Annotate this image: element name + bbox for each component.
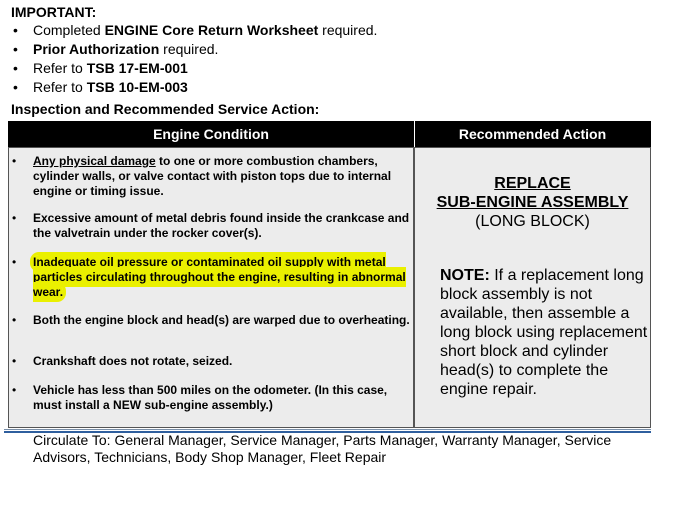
bullet-icon: •	[12, 313, 17, 327]
header-engine-condition: Engine Condition	[153, 126, 269, 142]
section-title: Inspection and Recommended Service Action:	[11, 101, 320, 117]
action-cell	[414, 147, 651, 428]
bullet-icon: •	[12, 354, 17, 368]
bullet-icon: •	[12, 383, 17, 397]
bullet-icon: •	[12, 154, 17, 168]
important-item: • Prior Authorization required.	[13, 41, 219, 57]
important-item: • Completed ENGINE Core Return Worksheet required.	[13, 22, 378, 38]
important-heading: IMPORTANT:	[11, 4, 97, 20]
bullet-icon: •	[13, 41, 18, 57]
important-list	[11, 21, 377, 97]
bullet-icon: •	[13, 79, 18, 95]
table-header-row	[8, 121, 651, 147]
header-recommended-action: Recommended Action	[458, 126, 607, 142]
inspection-table	[8, 121, 651, 428]
replace-label: REPLACE	[494, 175, 571, 192]
important-item: • Refer to TSB 17-EM-001	[13, 60, 188, 76]
circulate-to-text: Circulate To: General Manager, Service Manager, Parts Manager, Warranty Manager, Service Advisors, Technicians, Body Shop Manager, Fleet Repair	[33, 432, 612, 465]
bullet-icon: •	[12, 255, 17, 269]
bullet-icon: •	[13, 22, 18, 38]
divider-line	[4, 429, 651, 430]
bullet-icon: •	[12, 211, 17, 225]
important-item: • Refer to TSB 10-EM-003	[13, 79, 188, 95]
action-note: NOTE: If a replacement long block assembly is not available, then assemble a long block using replacement short block and cylinder head(s) to complete the engine repair.	[440, 267, 648, 398]
long-block-label: (LONG BLOCK)	[475, 213, 590, 230]
highlighter-mark: Inadequate oil pressure or contaminated oil supply with metal particles circulating throughout the engine, resulting in abnormal wear.	[33, 255, 406, 299]
conditions-cell: • Any physical damage to one or more combustion chambers, cylinder walls, or valve contact with piston tops due to internal engine or timing issue. • Excessive amount of metal debris found inside the crankcase and the valvetrain under the rocker cover(s). • Inadequate oil pressure or contaminated oil supply with metal particles circulating throughout the engine, resulting in abnormal wear. • Both the engine block and head(s) are warped due to overheating. • Crankshaft does not rotate, seized. • Vehicle has less than 500 miles on the odometer. (In this case, must install a NEW sub-engine assembly.)	[8, 147, 414, 428]
sub-engine-assembly-label: SUB-ENGINE ASSEMBLY	[436, 194, 629, 211]
bullet-icon: •	[13, 60, 18, 76]
